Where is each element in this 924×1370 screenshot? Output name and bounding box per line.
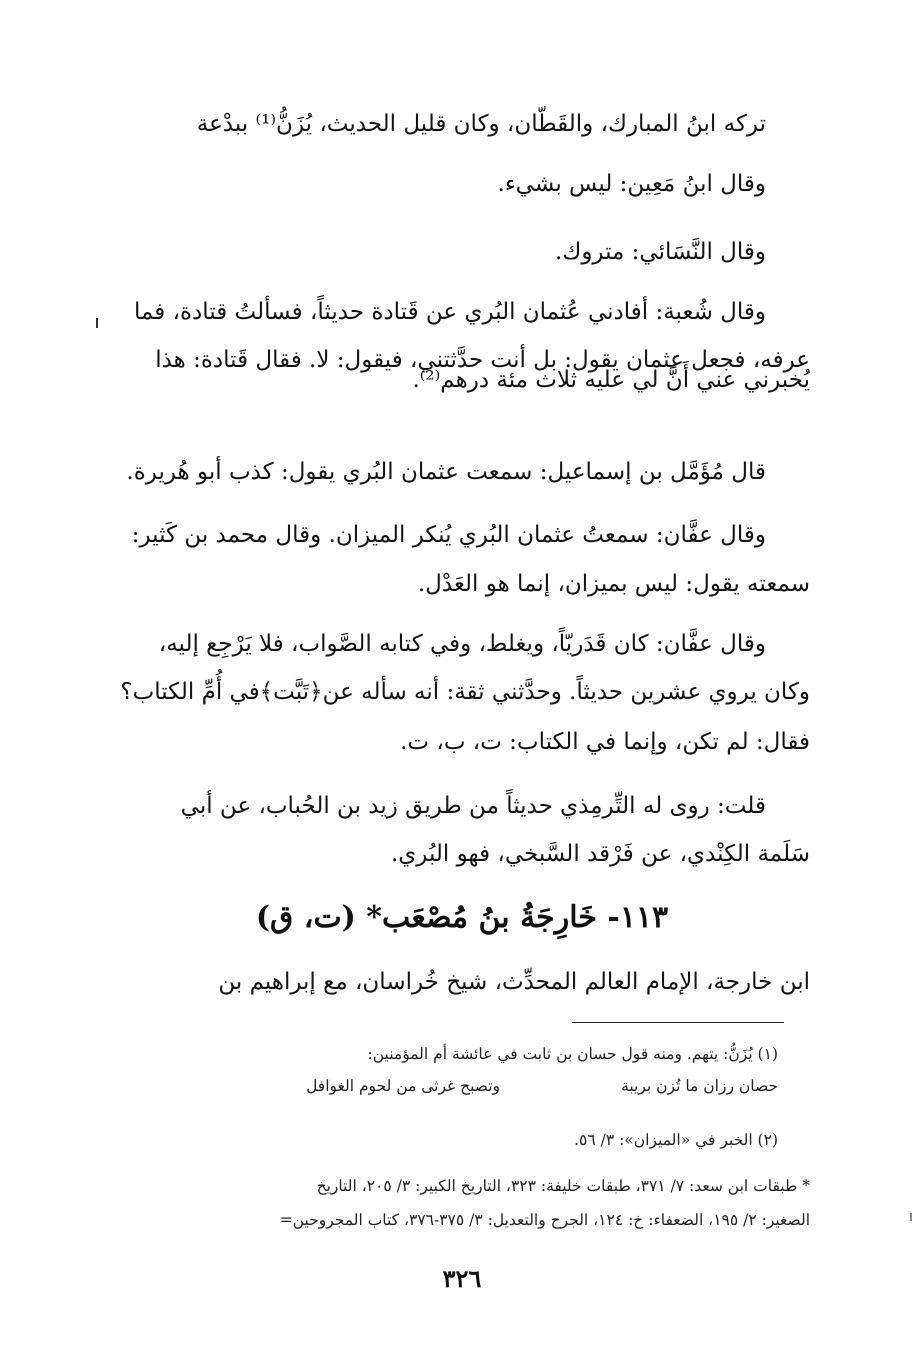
page-number: ٣٢٦ bbox=[442, 1264, 482, 1293]
verse-hemistich-right: حصان رزان ما تُزن بريبة bbox=[621, 1077, 778, 1095]
verse-hemistich-left: وتصبح غرثى من لحوم الغوافل bbox=[306, 1077, 500, 1095]
footnote-2: (٢) الخبر في «الميزان»: ٣/ ٥٦. bbox=[574, 1131, 778, 1149]
sources-line: الصغير: ٢/ ١٩٥، الضعفاء: خ: ١٢٤، الجرح والتعديل: ٣/ ٣٧٥-٣٧٦، كتاب المجروحين= bbox=[279, 1211, 810, 1229]
sources-line: * طبقات ابن سعد: ٧/ ٣٧١، طبقات خليفة: ٣٢٣، التاريخ الكبير: ٣/ ٢٠٥، التاريخ bbox=[316, 1177, 810, 1195]
footnote-rule bbox=[572, 1022, 784, 1023]
margin-mark bbox=[910, 1213, 912, 1221]
text-line: وقال عفَّان: سمعتُ عثمان البُري يُنكر الميزان. وقال محمد بن كَثير: bbox=[131, 522, 766, 548]
footnote-1: (١) يُزَنُّ: يتهم. ومنه قول حسان بن ثابت في عائشة أم المؤمنين: bbox=[367, 1045, 778, 1063]
text-line: وقال النَّسَائي: متروك. bbox=[555, 239, 766, 265]
text-line: تركه ابنُ المبارك، والقَطّان، وكان قليل الحديث، يُزَنُّ⁽¹⁾ ببدْعة bbox=[196, 111, 766, 137]
text-line: وكان يروي عشرين حديثاً. وحدَّثني ثقة: أنه سأله عن﴿تَبَّت﴾في أُمِّ الكتاب؟ bbox=[120, 679, 810, 705]
text-line: يُخبرني عني أَنَّ لي عليه ثلاث مئة درهم⁽²⁾. bbox=[412, 367, 810, 393]
text-line: قلت: روى له التِّرمِذي حديثاً من طريق زيد بن الحُباب، عن أبي bbox=[180, 793, 766, 819]
text-line: فقال: لم تكن، وإنما في الكتاب: ت، ب، ت. bbox=[400, 729, 810, 755]
text-line: سمعته يقول: ليس بميزان، إنما هو العَدْل. bbox=[417, 571, 810, 597]
text-line: ابن خارجة، الإمام العالم المحدِّث، شيخ خُراسان، مع إبراهيم بن bbox=[218, 969, 810, 995]
text-line: قال مُؤَمَّل بن إسماعيل: سمعت عثمان البُري يقول: كذب أبو هُريرة. bbox=[126, 459, 766, 485]
text-line: وقال ابنُ مَعِين: ليس بشيء. bbox=[497, 171, 766, 197]
text-line: عرفه، فجعل عثمان يقول: بل أنت حدَّثتني، فيقول: لا. فقال قَتادة: هذا bbox=[155, 347, 810, 373]
text-line: سَلَمة الكِنْدي، عن فَرْقد السَّبخي، فهو البُري. bbox=[390, 841, 810, 867]
margin-mark bbox=[96, 318, 98, 328]
text-line: وقال عفَّان: كان قَدَريّاً، ويغلط، وفي كتابه الصَّواب، فلا يَرْجِع إليه، bbox=[158, 631, 766, 657]
entry-heading: ١١٣- خَارِجَةُ بنُ مُصْعَب* (ت، ق) bbox=[255, 900, 669, 935]
text-line: وقال شُعبة: أفادني عُثمان البُري عن قَتادة حديثاً، فسألتُ قتادة، فما bbox=[133, 299, 766, 325]
